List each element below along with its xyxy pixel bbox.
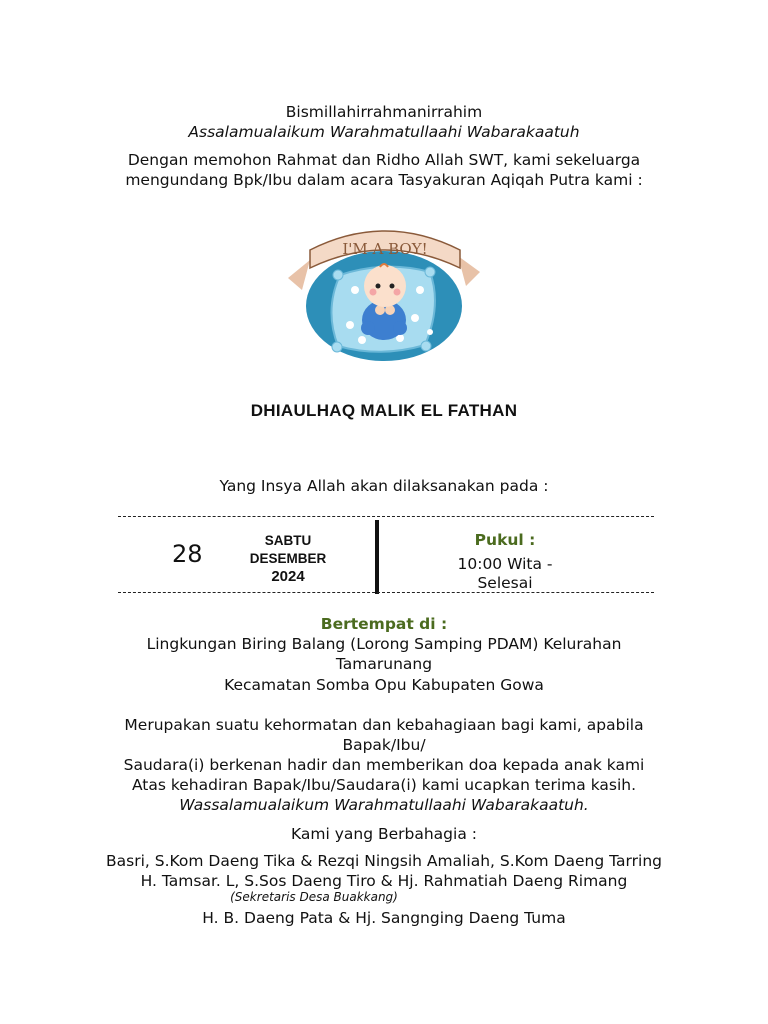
- top-dashed-divider: [118, 516, 654, 517]
- year: 2024: [271, 568, 305, 585]
- hosts-line-1: Basri, S.Kom Daeng Tika & Rezqi Ningsih Amaliah, S.Kom Daeng Tarring: [106, 852, 662, 870]
- closing-line-4: Atas kehadiran Bapak/Ibu/Saudara(i) kami ucapkan terima kasih.: [131, 776, 637, 794]
- venue-label: Bertempat di :: [320, 615, 448, 633]
- intro-line-1: Dengan memohon Rahmat dan Ridho Allah SWT, kami sekeluarga: [127, 151, 641, 169]
- banner-text: I'M A BOY!: [342, 240, 428, 258]
- event-lead-text: Yang Insya Allah akan dilaksanakan pada :: [219, 477, 549, 495]
- venue-line-1: Lingkungan Biring Balang (Lorong Samping PDAM) Kelurahan: [146, 635, 622, 653]
- baby-boy-illustration: [280, 220, 490, 370]
- hosts-line-3: H. B. Daeng Pata & Hj. Sangnging Daeng Tuma: [202, 909, 566, 927]
- day-number: 28: [172, 540, 203, 568]
- hosts-line-2: H. Tamsar. L, S.Sos Daeng Tiro & Hj. Rahmatiah Daeng Rimang: [140, 872, 628, 890]
- vertical-divider: [375, 520, 379, 594]
- month-name: DESEMBER: [249, 551, 327, 566]
- salam-closing: Wassalamualaikum Warahmatullaahi Wabarakaatuh.: [179, 796, 589, 814]
- time-value-line-1: 10:00 Wita -: [457, 555, 553, 573]
- venue-line-2: Tamarunang: [335, 655, 433, 673]
- closing-line-2: Bapak/Ibu/: [342, 736, 426, 754]
- closing-line-1: Merupakan suatu kehormatan dan kebahagiaan bagi kami, apabila: [124, 716, 644, 734]
- hosts-note: (Sekretaris Desa Buakkang): [230, 890, 398, 904]
- bismillah-text: Bismillahirrahmanirrahim: [285, 103, 483, 121]
- venue-line-3: Kecamatan Somba Opu Kabupaten Gowa: [224, 676, 544, 694]
- child-name: DHIAULHAQ MALIK EL FATHAN: [250, 401, 518, 420]
- time-value-line-2: Selesai: [477, 574, 533, 592]
- bottom-dashed-divider: [118, 592, 654, 593]
- time-value: [430, 555, 580, 592]
- intro-line-2: mengundang Bpk/Ibu dalam acara Tasyakuran Aqiqah Putra kami :: [125, 171, 643, 189]
- closing-line-3: Saudara(i) berkenan hadir dan memberikan doa kepada anak kami: [123, 756, 645, 774]
- hosts-label: Kami yang Berbahagia :: [291, 825, 477, 843]
- salam-opening: Assalamualaikum Warahmatullaahi Wabarakaatuh: [188, 123, 580, 141]
- day-name: SABTU: [264, 533, 312, 548]
- time-label: Pukul :: [474, 531, 536, 549]
